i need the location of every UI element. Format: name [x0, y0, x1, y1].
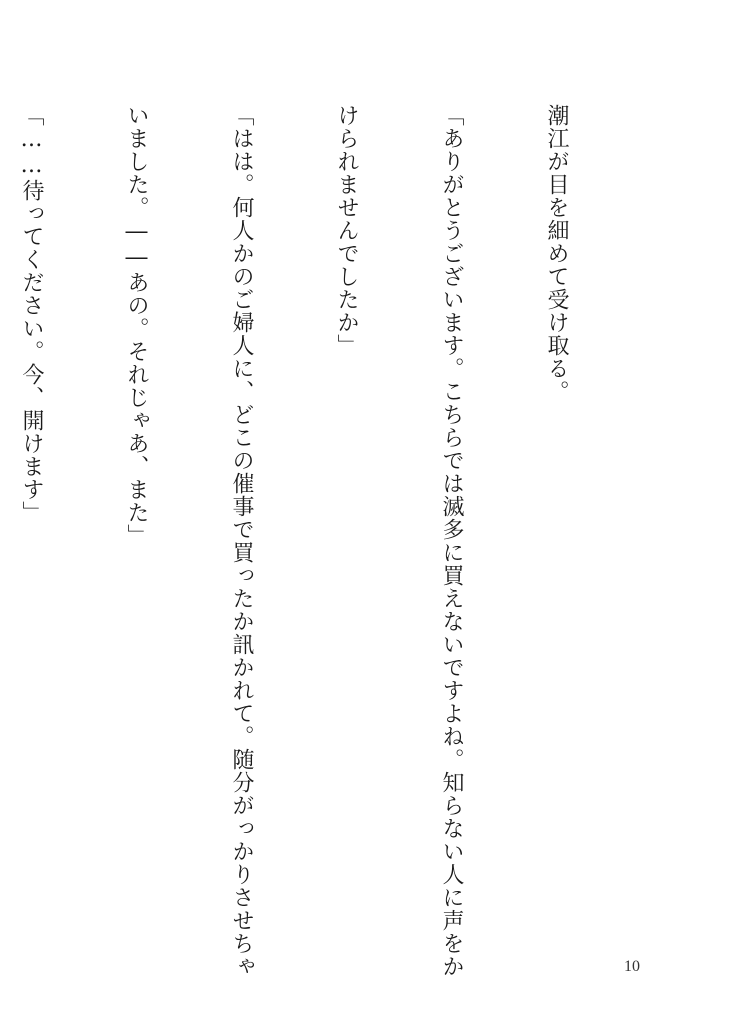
- text-line: いました。――あの。それじゃあ、また」: [124, 104, 149, 547]
- text-line: 「……待ってください。今、開けます」: [19, 104, 44, 524]
- text-line: 「はは。何人かのご婦人に、どこの催事で買ったか訊かれて。随分がっかりさせちゃ: [229, 104, 254, 978]
- text-line: けられませんでしたか」: [334, 104, 359, 357]
- text-line: 潮江が目を細めて受け取る。: [544, 104, 569, 403]
- text-line: 「ありがとうございます。こちらでは滅多に買えないですよね。知らない人に声をか: [439, 104, 464, 978]
- page-number: 10: [624, 958, 640, 975]
